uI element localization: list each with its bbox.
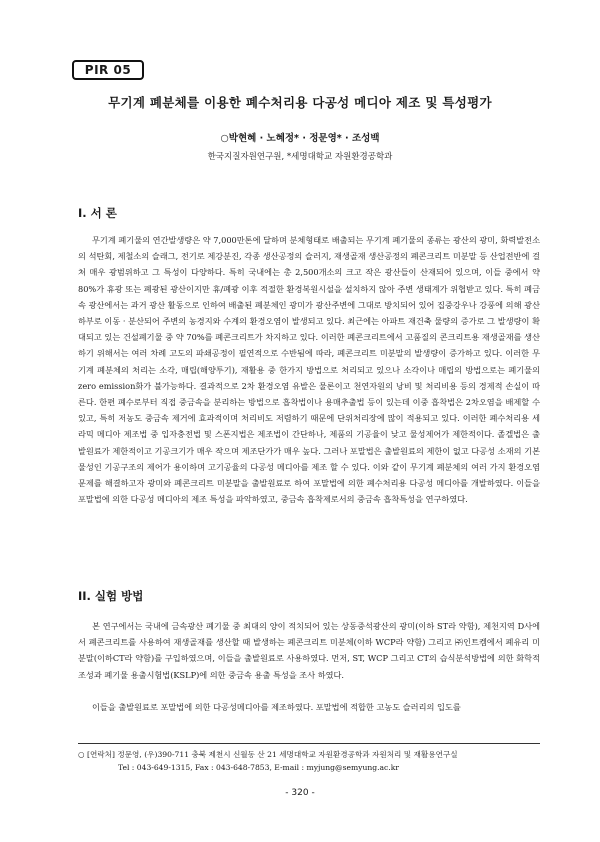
session-badge: PIR 05 <box>72 60 144 80</box>
methods-paragraph-1: 본 연구에서는 국내에 금속광산 폐기물 중 최대의 양이 적치되어 있는 상동중석광산의 광미(이하 ST라 약함), 제천지역 D사에서 폐콘크리트를 사용하여 재생골재를 생산할 때 발생하는 폐콘크리트 미분체(이하 WCP라 약함) 그리고 ㈜인트켐에서 폐유리 미분말(이하CT라 약함)를 구입하였으며, 이들을 출발원료로 사용하였다. 먼저, ST, WCP 그리고 CT의 습식분석방법에 의한 화학적 조성과 폐기물 용출시험법(KSLP)에 의한 중금속 용출 특성을 조사 하였다. <box>78 621 540 680</box>
contact-footnote <box>78 748 540 774</box>
methods-paragraph-2: 이들을 출발원료로 포말법에 의한 다공성메디아를 제조하였다. 포말법에 적합한 고농도 슬러리의 입도를 <box>92 702 461 712</box>
footnote-contact: Tel : 043-649-1315, Fax : 043-648-7853, E-mail : myjung@semyung.ac.kr <box>118 763 399 772</box>
footnote-divider <box>78 743 540 744</box>
page-number: - 320 - <box>285 788 315 798</box>
section-heading-methods: II. 실험 방법 <box>78 589 144 603</box>
introduction-paragraph: 무기계 폐기물의 연간발생량은 약 7,000만톤에 달하며 분체형태로 배출되는 무기계 폐기물의 종류는 광산의 광미, 화력발전소의 석탄회, 제철소의 슬래그, 전기로 제강분진, 각종 생산공정의 슬러지, 재생골재 생산공정의 폐콘크리트 미분말 등 산업전반에 걸쳐 매우 광범위하고 그 특성이 다양하다. 특히 국내에는 총 2,500개소의 크고 작은 광산들이 산재되어 있으며, 이들 중에서 약 80%가 휴광 또는 폐광된 광산이지만 휴/폐광 이후 적절한 환경복원시설을 설치하지 않아 주변 생태계가 위협받고 있다. 특히 폐금속 광산에서는 과거 광산 활동으로 인하여 배출된 폐분체인 광미가 광산주변에 그대로 방치되어 있어 집중강우나 강풍에 의해 광산하부로 이동 · 분산되어 주변의 농경지와 수계의 환경오염이 발생되고 있다. 최근에는 아파트 재건축 물량의 증가로 그 발생량이 확대되고 있는 건설폐기물 중 약 70%를 폐콘크리트가 차지하고 있다. 이러한 폐콘크리트에서 고품질의 콘크리트용 재생골재를 생산하기 위해서는 여러 차례 고도의 파쇄공정이 필연적으로 수반됨에 따라, 폐콘크리트 미분말의 발생량이 증가하고 있다. 이러한 무기계 폐분체의 처리는 소각, 매립(해양투기), 재활용 중 한가지 방법으로 처리되고 있으나 소각이나 매립의 방법으로는 폐기물의 zero emission화가 불가능하다. 결과적으로 2차 환경오염 유발은 물론이고 천연자원의 낭비 및 처리비용 등의 경제적 손실이 따른다. 한편 폐수로부터 직접 중금속을 분리하는 방법으로 흡착법이나 용매추출법 등이 있는데 이중 흡착법은 2차오염을 배제할 수 있고, 특히 저농도 중금속 제거에 효과적이며 처리비도 저렴하기 때문에 단위처리장에 많이 적용되고 있다. 이러한 폐수처리용 세라믹 메디아 제조법 중 입자충전법 및 스폰지법은 제조법이 간단하나, 제품의 기공율이 낮고 물성제어가 제한적이다. 졸겔법은 출발원료가 제한적이고 기공크기가 매우 작으며 제조단가가 매우 높다. 그러나 포말법은 출발원료의 제한이 없고 다공성 소재의 기본 물성인 기공구조의 제어가 용이하며 고기공율의 다공성 메디아를 제조 할 수 있다. 이와 같이 무기계 폐분체의 여러 가지 환경오염문제를 해결하고자 광미와 폐콘크리트 미분말을 출발원료로 하여 포말법에 의한 폐수처리용 다공성 메디아를 개발하였다. 이들을 포말법에 의한 다공성 메디아의 제조 특성을 파악하였고, 중금속 흡착제로서의 중금속 흡착특성을 연구하였다. <box>78 235 540 505</box>
footnote-address: ○ [연락처] 정문영, (우)390-711 충북 제천시 신월동 산 21 세명대학교 자원환경공학과 자원처리 및 재활용연구실 <box>78 750 458 759</box>
paper-title: 무기계 폐분체를 이용한 폐수처리용 다공성 메디아 제조 및 특성평가 <box>108 95 492 110</box>
section-heading-introduction: I. 서 론 <box>78 206 117 220</box>
author-list: ○박현혜 · 노혜정* · 정문영* · 조성백 <box>220 133 380 144</box>
affiliation: 한국지질자원연구원, *세명대학교 자원환경공학과 <box>207 152 393 162</box>
